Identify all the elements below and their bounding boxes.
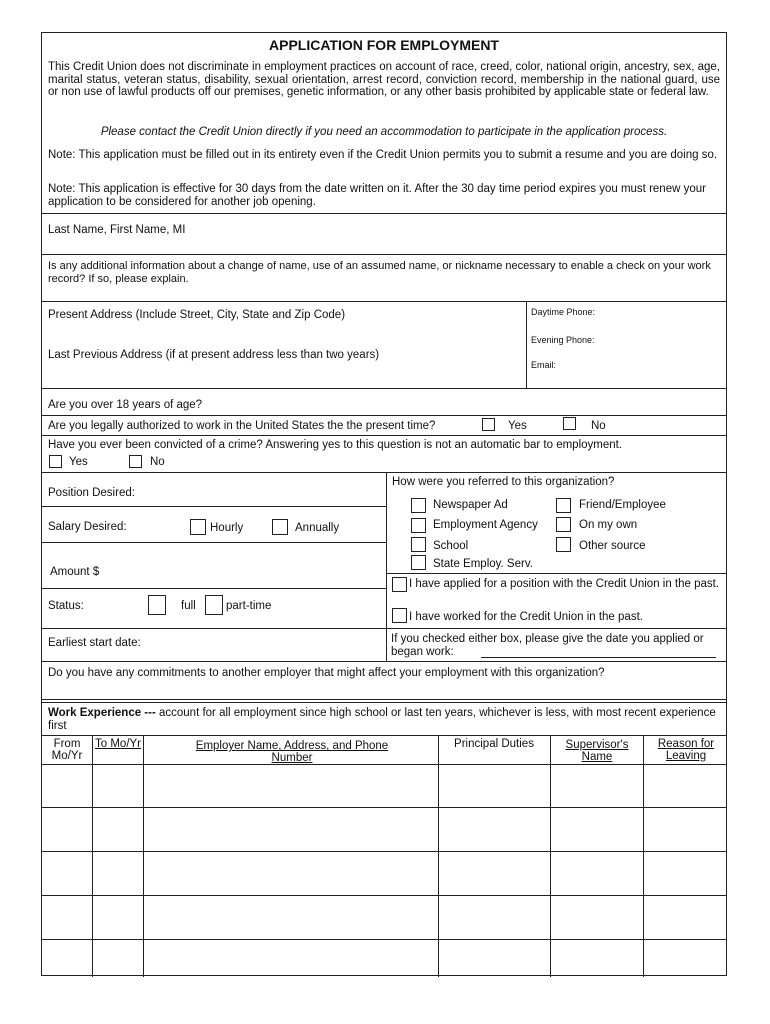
accommodation-note: Please contact the Credit Union directly if you need an accommodation to participate in the application process. xyxy=(100,126,668,138)
other-source-checkbox[interactable] xyxy=(556,537,571,552)
date-applied-line[interactable] xyxy=(481,657,716,658)
full-label: full xyxy=(181,600,196,612)
work-experience-instructions: account for all employment since high school or last ten years, whichever is less, with most recent experience first xyxy=(48,707,716,732)
crime-yes-checkbox[interactable] xyxy=(49,455,62,468)
authorized-yes-label: Yes xyxy=(508,420,527,432)
part-time-checkbox[interactable] xyxy=(205,595,223,615)
full-time-checkbox[interactable] xyxy=(148,595,166,615)
state-employ-checkbox[interactable] xyxy=(411,555,426,570)
authorized-no-label: No xyxy=(591,420,606,432)
own-label: On my own xyxy=(579,519,638,531)
nondiscrimination-statement: This Credit Union does not discriminate in employment practices on account of race, creed, color, national origin, ancestry, sex, age, marital status, veteran status, disability, sexual orientation, arrest record, conviction record, membership in the national guard, use or non use of lawful products off our premises, genetic information, or any other basis prohibited by applicable state or federal law. xyxy=(48,61,720,98)
col-duties-header: Principal Duties xyxy=(454,738,534,750)
col-reason-header: Reason for Leaving xyxy=(657,738,715,762)
crime-label: Have you ever been convicted of a crime? Answering yes to this question is not an automatic bar to employment. xyxy=(48,439,623,451)
table-row[interactable] xyxy=(42,896,726,939)
newspaper-label: Newspaper Ad xyxy=(433,499,508,511)
other-source-label: Other source xyxy=(579,540,646,552)
agency-label: Employment Agency xyxy=(433,519,538,531)
over-18-label: Are you over 18 years of age? xyxy=(48,399,203,411)
col-to-header: To Mo/Yr xyxy=(95,738,142,750)
state-employ-label: State Employ. Serv. xyxy=(433,558,533,570)
start-date-label: Earliest start date: xyxy=(48,637,141,649)
name-change-field[interactable] xyxy=(42,285,726,301)
newspaper-checkbox[interactable] xyxy=(411,498,426,513)
present-address-label: Present Address (Include Street, City, State and Zip Code) xyxy=(48,309,346,321)
application-form xyxy=(41,32,727,976)
own-checkbox[interactable] xyxy=(556,517,571,532)
worked-before-label: I have worked for the Credit Union in the past. xyxy=(409,611,643,623)
friend-label: Friend/Employee xyxy=(579,499,666,511)
email-label: Email: xyxy=(531,360,557,370)
crime-yes-label: Yes xyxy=(69,456,88,468)
work-experience-heading xyxy=(48,707,724,732)
hourly-checkbox[interactable] xyxy=(190,519,206,535)
applied-before-checkbox[interactable] xyxy=(392,577,407,592)
authorized-label: Are you legally authorized to work in the United States the the present time? xyxy=(48,420,436,432)
note-30-days: Note: This application is effective for 30 days from the date written on it. After the 30 day time period expires you must renew your application to be considered for another job opening. xyxy=(48,183,706,208)
status-label: Status: xyxy=(48,600,84,612)
agency-checkbox[interactable] xyxy=(411,518,426,533)
note-entirety: Note: This application must be filled out in its entirety even if the Credit Union permits you to submit a resume and you are doing so. xyxy=(48,149,718,161)
position-field[interactable] xyxy=(42,473,386,506)
amount-field[interactable] xyxy=(42,543,386,588)
hourly-label: Hourly xyxy=(210,522,244,534)
school-checkbox[interactable] xyxy=(411,537,426,552)
crime-no-label: No xyxy=(150,456,165,468)
annually-label: Annually xyxy=(295,522,340,534)
authorized-yes-checkbox[interactable] xyxy=(482,418,495,431)
crime-no-checkbox[interactable] xyxy=(129,455,142,468)
commitments-field[interactable] xyxy=(42,681,726,699)
name-label: Last Name, First Name, MI xyxy=(48,224,186,236)
name-change-label: Is any additional information about a change of name, use of an assumed name, or nickname necessary to enable a check on your work record? If so, please explain. xyxy=(48,260,711,285)
worked-before-checkbox[interactable] xyxy=(392,608,407,623)
annually-checkbox[interactable] xyxy=(272,519,288,535)
address-field[interactable] xyxy=(42,302,526,388)
start-date-field[interactable] xyxy=(42,629,386,661)
table-row[interactable] xyxy=(42,940,726,975)
school-label: School xyxy=(433,540,469,552)
col-employer-header: Employer Name, Address, and Phone Number xyxy=(195,740,389,764)
phone-email-field[interactable] xyxy=(527,302,726,388)
table-row[interactable] xyxy=(42,765,726,807)
authorized-no-checkbox[interactable] xyxy=(563,417,576,430)
amount-label: Amount $ xyxy=(50,566,100,578)
salary-label: Salary Desired: xyxy=(48,521,127,533)
part-time-label: part-time xyxy=(226,600,272,612)
applied-before-label: I have applied for a position with the Credit Union in the past. xyxy=(409,578,720,590)
col-from-header: From Mo/Yr xyxy=(51,738,83,762)
name-field[interactable] xyxy=(42,214,726,254)
form-title: APPLICATION FOR EMPLOYMENT xyxy=(269,37,499,53)
previous-address-label: Last Previous Address (if at present address less than two years) xyxy=(48,349,380,361)
daytime-phone-label: Daytime Phone: xyxy=(531,307,596,317)
position-label: Position Desired: xyxy=(48,487,135,499)
commitments-label: Do you have any commitments to another employer that might affect your employment with this organization? xyxy=(48,667,605,679)
table-row[interactable] xyxy=(42,852,726,895)
evening-phone-label: Evening Phone: xyxy=(531,335,595,345)
friend-checkbox[interactable] xyxy=(556,498,571,513)
date-applied-label: If you checked either box, please give the date you applied or began work: xyxy=(391,633,704,658)
col-supervisor-header: Supervisor's Name xyxy=(565,739,629,763)
referred-label: How were you referred to this organization? xyxy=(392,476,615,488)
work-experience-title: Work Experience --- xyxy=(48,707,156,719)
table-row[interactable] xyxy=(42,808,726,851)
